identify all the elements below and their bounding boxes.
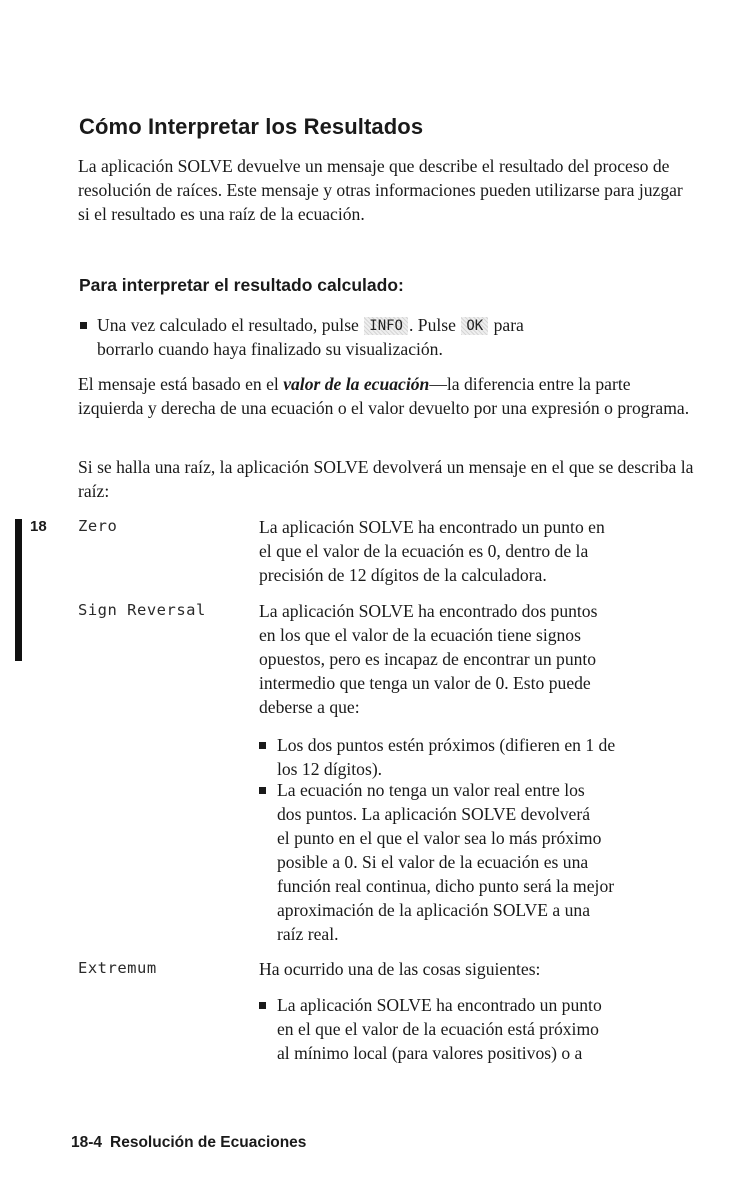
def-line: deberse a que: xyxy=(259,697,360,717)
chapter-tab-bar xyxy=(15,519,22,661)
def-line: en los que el valor de la ecuación tiene signos xyxy=(259,625,581,645)
step-text-middle: . Pulse xyxy=(408,315,456,335)
message-term-sign-reversal: Sign Reversal xyxy=(78,601,206,619)
bullet-line: al mínimo local (para valores positivos) o a xyxy=(277,1043,583,1063)
root-paragraph: Si se halla una raíz, la aplicación SOLVE devolverá un mensaje en el que se describa la raíz: xyxy=(78,457,694,501)
value-paragraph xyxy=(78,372,698,420)
section-heading: Cómo Interpretar los Resultados xyxy=(79,114,424,139)
bullet-square-icon xyxy=(259,1002,266,1009)
step-text-after: para xyxy=(493,315,524,335)
bullet-line: raíz real. xyxy=(277,924,339,944)
list-item xyxy=(259,733,699,781)
bullet-square-icon xyxy=(80,322,87,329)
ok-key: OK xyxy=(461,317,488,335)
message-def-sign-reversal xyxy=(259,599,699,719)
page-footer xyxy=(71,1134,306,1152)
bullet-square-icon xyxy=(259,742,266,749)
footer-title: Resolución de Ecuaciones xyxy=(110,1134,307,1151)
message-term-zero: Zero xyxy=(78,517,118,535)
def-line: La aplicación SOLVE ha encontrado dos puntos xyxy=(259,601,598,621)
bullet-line: posible a 0. Si el valor de la ecuación es una xyxy=(277,852,589,872)
bullet-line: aproximación de la aplicación SOLVE a una xyxy=(277,900,591,920)
message-term-extremum: Extremum xyxy=(78,959,157,977)
bullet-line: La ecuación no tenga un valor real entre los xyxy=(277,780,585,800)
intro-paragraph: La aplicación SOLVE devuelve un mensaje que describe el resultado del proceso de resolución de raíces. Este mensaje y otras informaciones pueden utilizarse para juzgar si el resultado es una raíz de la ecuación. xyxy=(78,156,683,224)
list-item xyxy=(259,778,699,946)
bullet-line: Los dos puntos estén próximos (difieren en 1 de xyxy=(277,735,616,755)
list-item xyxy=(259,993,699,1065)
value-text-before: El mensaje está basado en el xyxy=(78,374,279,394)
equation-value-term: valor de la ecuación xyxy=(283,374,430,394)
message-def-extremum xyxy=(259,957,699,981)
def-line: Ha ocurrido una de las cosas siguientes: xyxy=(259,959,541,979)
info-key: INFO xyxy=(364,317,408,335)
def-line: opuestos, pero es incapaz de encontrar un punto xyxy=(259,649,597,669)
bullet-line: los 12 dígitos). xyxy=(277,759,383,779)
value-text-after: —la diferencia entre la parte izquierda y derecha de una ecuación o el valor devuelto por una expresión o programa. xyxy=(78,374,690,418)
bullet-square-icon xyxy=(259,787,266,794)
bullet-line: en el que el valor de la ecuación está próximo xyxy=(277,1019,599,1039)
def-line: intermedio que tenga un valor de 0. Esto puede xyxy=(259,673,591,693)
def-line: el que el valor de la ecuación es 0, dentro de la xyxy=(259,541,589,561)
subheading: Para interpretar el resultado calculado: xyxy=(79,275,404,295)
bullet-line: La aplicación SOLVE ha encontrado un punto xyxy=(277,995,602,1015)
def-line: La aplicación SOLVE ha encontrado un punto en xyxy=(259,517,605,537)
page-number: 18-4 xyxy=(71,1134,103,1151)
bullet-line: función real continua, dicho punto será la mejor xyxy=(277,876,615,896)
step-text-before: Una vez calculado el resultado, pulse xyxy=(97,315,359,335)
step-bullet xyxy=(78,313,698,363)
chapter-tab-number: 18 xyxy=(30,518,47,535)
bullet-line: dos puntos. La aplicación SOLVE devolverá xyxy=(277,804,591,824)
step-text-line2: borrarlo cuando haya finalizado su visualización. xyxy=(97,339,443,359)
bullet-line: el punto en el que el valor sea lo más próximo xyxy=(277,828,602,848)
message-def-zero xyxy=(259,515,699,587)
def-line: precisión de 12 dígitos de la calculadora. xyxy=(259,565,547,585)
